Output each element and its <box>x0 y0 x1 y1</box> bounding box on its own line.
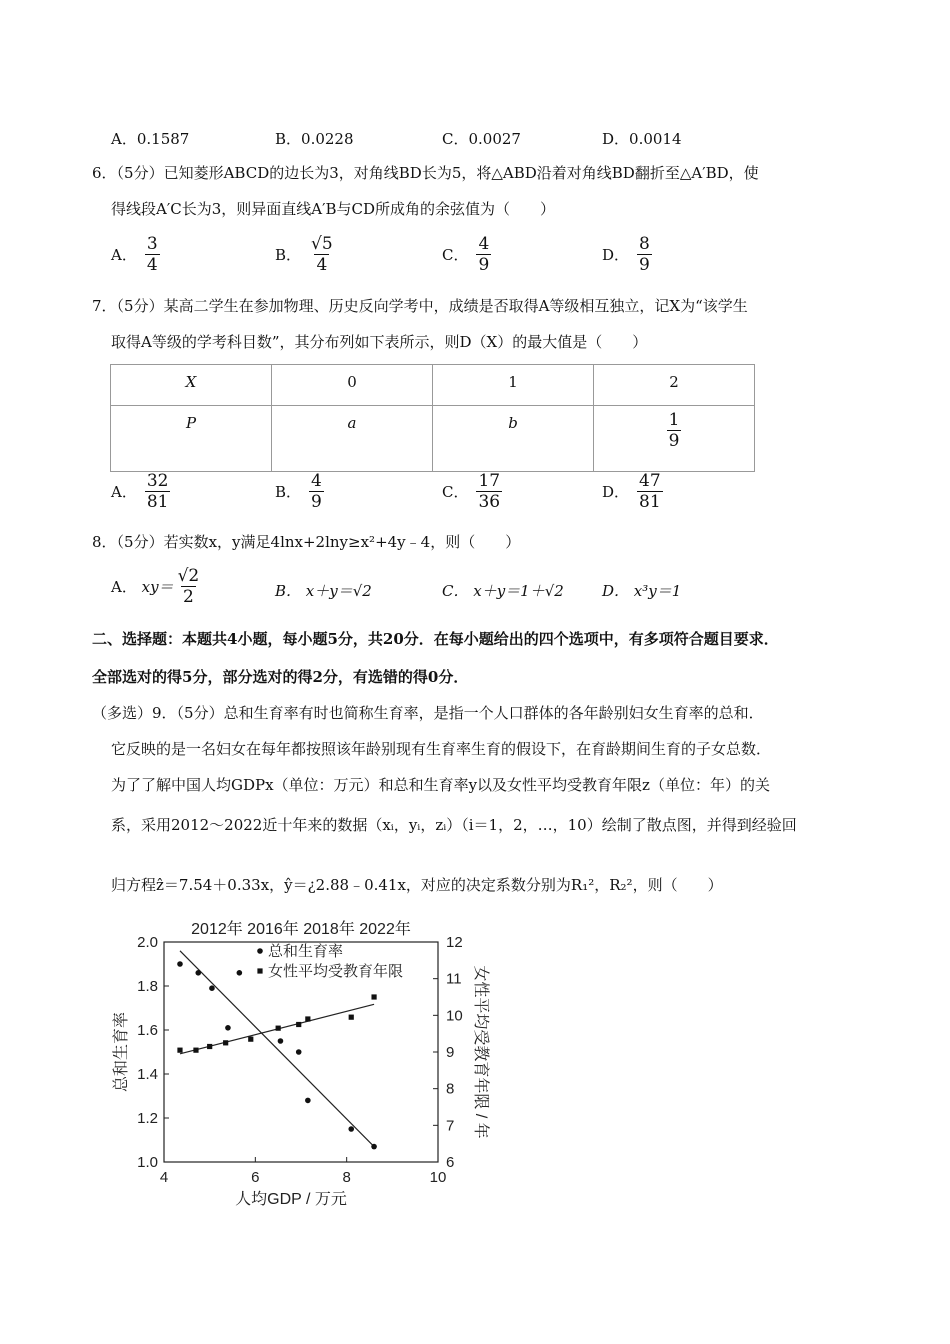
distribution-table <box>110 364 755 472</box>
y-axis-label: 总和生育率 <box>113 1011 130 1093</box>
q8-option-c: C． x＋y＝1＋√2 <box>442 582 564 600</box>
q8-stem: 8．（5分）若实数x，y满足4lnx+2lny≥x²+4y﹣4，则（ ） <box>92 533 521 551</box>
table-header-2: 2 <box>594 365 755 406</box>
y2-tick-label: 12 <box>446 934 463 951</box>
table-cell-one-ninth: $\frac{1}{9}$ <box>594 406 755 472</box>
y-tick-label: 1.0 <box>137 1154 158 1171</box>
q5-option-a: A．0.1587 <box>111 130 190 148</box>
data-point-circle <box>296 1049 302 1055</box>
q5-option-d: D．0.0014 <box>602 130 682 148</box>
scatter-chart <box>100 912 500 1216</box>
y-tick-label: 2.0 <box>137 934 158 951</box>
y2-tick-label: 7 <box>446 1117 455 1135</box>
q6-option-a: A． $\frac{3}{4}$ <box>111 234 158 275</box>
x-axis-label: 人均GDP / 万元 <box>235 1191 347 1208</box>
q9-stem-line2: 它反映的是一名妇女在每年都按照该年龄别现有生育率生育的假设下，在育龄期间生育的子女总数． <box>111 740 772 758</box>
y-tick-label: 1.2 <box>137 1110 158 1127</box>
table-row <box>111 365 755 406</box>
scatter-chart-svg <box>100 912 500 1212</box>
legend-entry: 女性平均受教育年限 <box>268 963 404 980</box>
q6-stem-line1: 6．（5分）已知菱形ABCD的边长为3，对角线BD长为5，将△ABD沿着对角线BD翻折至△A′BD，使 <box>92 164 759 182</box>
data-point-circle <box>237 970 243 976</box>
q9-stem-line4: 系，采用2012～2022近十年来的数据（xᵢ，yᵢ，zᵢ）（i＝1，2，…，10）绘制了散点图，并得到经验回 <box>111 816 797 834</box>
q7-stem-line2: 取得A等级的学考科目数”，其分布列如下表所示，则D（X）的最大值是（ ） <box>111 333 648 351</box>
q9-stem-line3: 为了了解中国人均GDPx（单位：万元）和总和生育率y以及女性平均受教育年限z（单位：年）的关 <box>111 776 770 794</box>
x-tick-label: 8 <box>342 1169 351 1186</box>
data-point-square <box>248 1037 253 1042</box>
q8-option-b: B． x＋y＝√2 <box>275 582 372 600</box>
data-point-circle <box>371 1144 377 1150</box>
x-tick-label: 10 <box>429 1169 447 1186</box>
data-point-square <box>223 1040 228 1045</box>
q7-option-b: B． $\frac{4}{9}$ <box>275 471 322 512</box>
data-point-circle <box>305 1098 311 1104</box>
table-row <box>111 406 755 472</box>
table-header-x: X <box>111 365 272 406</box>
q8-option-a: A． xy＝ $\frac{√2}{2}$ <box>111 566 200 607</box>
chart-title: 2012年 2016年 2018年 2022年 <box>191 921 411 938</box>
data-point-circle <box>348 1126 354 1132</box>
q8-option-d: D． x³y＝1 <box>602 582 682 600</box>
y2-tick-label: 6 <box>446 1154 455 1171</box>
data-point-square <box>371 994 376 999</box>
section2-line1: 二、选择题：本题共4小题，每小题5分，共20分．在每小题给出的四个选项中，有多项符合题目要求． <box>92 630 779 648</box>
y2-tick-label: 8 <box>446 1080 455 1098</box>
data-point-square <box>177 1048 182 1053</box>
data-point-square <box>305 1016 310 1021</box>
data-point-square <box>349 1015 354 1020</box>
data-point-circle <box>225 1025 231 1031</box>
y2-tick-label: 11 <box>446 970 462 988</box>
q5-option-c: C．0.0027 <box>442 130 521 148</box>
legend-entry: 总和生育率 <box>268 943 344 960</box>
q6-option-b: B． $\frac{√5}{4}$ <box>275 234 333 275</box>
data-point-square <box>207 1044 212 1049</box>
q7-option-d: D． $\frac{47}{81}$ <box>602 471 661 512</box>
data-point-square <box>193 1048 198 1053</box>
q6-stem-line2: 得线段A′C长为3，则异面直线A′B与CD所成角的余弦值为（ ） <box>111 200 556 218</box>
q6-option-c: C． $\frac{4}{9}$ <box>442 234 490 275</box>
table-cell-b: b <box>433 406 594 472</box>
table-cell-a: a <box>272 406 433 472</box>
q5-option-b: B．0.0228 <box>275 130 354 148</box>
legend-marker-square <box>257 968 262 973</box>
data-point-circle <box>209 985 215 991</box>
y2-tick-label: 9 <box>446 1044 455 1061</box>
table-cell-p: P <box>111 406 272 472</box>
q9-stem-line1: （多选）9．（5分）总和生育率有时也简称生育率，是指一个人口群体的各年龄别妇女生育率的总和． <box>92 704 764 722</box>
y2-tick-label: 10 <box>446 1007 463 1025</box>
data-point-square <box>276 1026 281 1031</box>
y-tick-label: 1.8 <box>137 978 158 995</box>
data-point-circle <box>195 970 201 976</box>
data-point-square <box>296 1022 301 1027</box>
q7-option-a: A． $\frac{32}{81}$ <box>111 471 169 512</box>
x-tick-label: 6 <box>251 1169 260 1186</box>
section2-line2: 全部选对的得5分，部分选对的得2分，有选错的得0分． <box>92 668 469 686</box>
q6-option-d: D． $\frac{8}{9}$ <box>602 234 650 275</box>
q9-stem-line5: 归方程ẑ＝7.54＋0.33x，ŷ＝¿2.88﹣0.41x，对应的决定系数分别为R₁²，R₂²，则（ ） <box>111 876 723 894</box>
table-header-0: 0 <box>272 365 433 406</box>
x-tick-label: 4 <box>159 1169 169 1186</box>
data-point-circle <box>278 1038 284 1044</box>
q7-option-c: C． $\frac{17}{36}$ <box>442 471 501 512</box>
q7-stem-line1: 7．（5分）某高二学生在参加物理、历史反向学考中，成绩是否取得A等级相互独立，记X为“该学生 <box>92 297 748 315</box>
legend-marker-circle <box>257 948 263 954</box>
data-point-circle <box>177 961 183 967</box>
y-tick-label: 1.4 <box>137 1066 158 1083</box>
y2-axis-label: 女性平均受教育年限 / 年 <box>472 965 489 1139</box>
table-header-1: 1 <box>433 365 594 406</box>
y-tick-label: 1.6 <box>137 1022 158 1039</box>
